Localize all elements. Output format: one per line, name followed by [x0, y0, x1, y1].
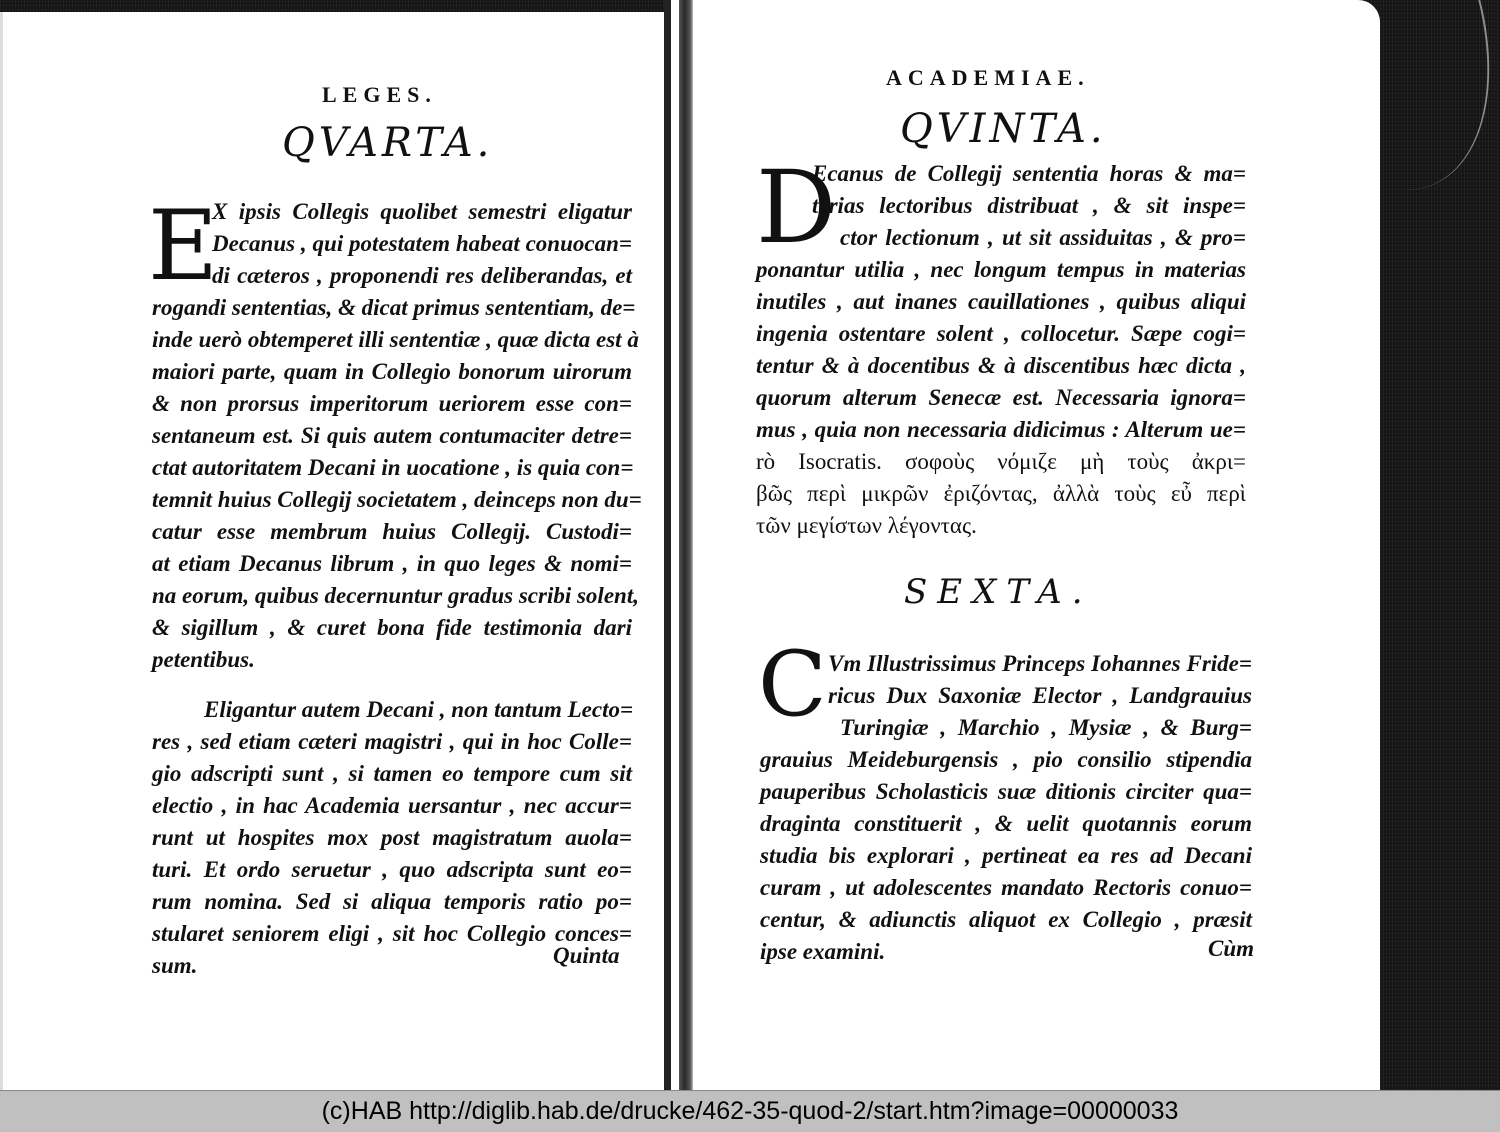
text-line: Eligantur autem Decani , non tantum Lecto= [204, 697, 634, 722]
text-line: gio adscripti sunt , si tamen eo tempore cum sit [152, 761, 632, 786]
text-line: studia bis explorari , pertineat ea res ad Decani [760, 843, 1252, 868]
text-line: ipse examini. [760, 939, 886, 964]
text-line: maiori parte, quam in Collegio bonorum uirorum [152, 359, 632, 384]
text-line: curam , ut adolescentes mandato Rectoris conuo= [760, 875, 1252, 900]
drop-cap-c: C [758, 632, 827, 737]
text-line: electio , in hac Academia uersantur , nec accur= [152, 793, 632, 818]
text-line: centur, & adiunctis aliquot ex Collegio , præsit [760, 907, 1252, 932]
text-line: terias lectoribus distribuat , & sit inspe= [812, 193, 1246, 218]
gutter-shadow [664, 0, 671, 1090]
text-line: runt ut hospites mox post magistratum auola= [152, 825, 632, 850]
right-running-head: ACADEMIAE. [886, 65, 1090, 90]
text-line: rogandi sententias, & dicat primus sententiam, de= [152, 295, 636, 320]
text-line: ctor lectionum , ut sit assiduitas , & pro= [840, 225, 1246, 250]
text-line: βῶς περὶ μικρῶν ἐριζόντας, ἀλλὰ τοὺς εὖ περὶ [756, 481, 1246, 506]
text-line: Ecanus de Collegij sententia horas & ma= [812, 161, 1246, 186]
text-line: & sigillum , & curet bona fide testimonia dari [152, 615, 632, 640]
text-line: X ipsis Collegis quolibet semestri eligatur [212, 199, 632, 224]
text-line: ingenia ostentare solent , collocetur. Sæpe cogi= [756, 321, 1246, 346]
left-running-head: LEGES. [322, 82, 437, 107]
text-line: stularet seniorem eligi , sit hoc Collegio conces= [152, 921, 632, 946]
text-line: temnit huius Collegij societatem , deinceps non du= [152, 487, 642, 512]
right-catchword: Cùm [1208, 936, 1255, 961]
text-line: & non prorsus imperitorum ueriorem esse con= [152, 391, 632, 416]
text-line: ctat autoritatem Decani in uocatione , is quia con= [152, 455, 634, 480]
text-line: tentur & à docentibus & à discentibus hæc dicta , [756, 353, 1246, 378]
drop-cap-e: E [148, 190, 219, 302]
text-line: turi. Et ordo seruetur , quo adscripta sunt eo= [152, 857, 632, 882]
text-line: ponantur utilia , nec longum tempus in materias [756, 257, 1246, 282]
text-line: Vm Illustrissimus Princeps Iohannes Fride= [828, 651, 1252, 676]
text-line: sum. [152, 953, 198, 978]
text-line: quorum alterum Senecæ est. Necessaria ignora= [756, 385, 1246, 410]
left-section-title: QVARTA. [282, 120, 494, 166]
right-section-title-quinta: QVINTA. [900, 106, 1107, 152]
drop-cap-d: D [756, 149, 837, 266]
text-line: Turingiæ , Marchio , Mysiæ , & Burg= [840, 715, 1252, 740]
text-line: pauperibus Scholasticis suæ ditionis circiter qua= [760, 779, 1252, 804]
source-credit-bar [0, 1090, 1500, 1132]
text-line: res , sed etiam cæteri magistri , qui in hoc Colle= [152, 729, 632, 754]
text-line: petentibus. [152, 647, 255, 672]
text-line: at etiam Decanus librum , in quo leges & nomi= [152, 551, 632, 576]
text-line: na eorum, quibus decernuntur gradus scribi solent, [152, 583, 639, 608]
text-line: ricus Dux Saxoniæ Elector , Landgrauius [828, 683, 1252, 708]
text-line: rò Isocratis. σοφοὺς νόμιζε μὴ τοὺς ἀκρι= [756, 449, 1246, 474]
text-line: mus , quia non necessaria didicimus : Alterum ue= [756, 417, 1246, 442]
text-line: inutiles , aut inanes cauillationes , quibus aliqui [756, 289, 1246, 314]
text-line: grauius Meideburgensis , pio consilio stipendia [760, 747, 1252, 772]
text-line: inde uerò obtemperet illi sententiæ , quæ dicta est à [152, 327, 639, 352]
text-line: rum nomina. Sed si aliqua temporis ratio po= [152, 889, 632, 914]
gutter-fold [679, 0, 693, 1090]
text-line: sentaneum est. Si quis autem contumaciter detre= [152, 423, 632, 448]
right-section-title-sexta: SEXTA. [904, 572, 1093, 612]
text-line: di cæteros , proponendi res deliberandas, et [212, 263, 632, 288]
text-line: τῶν μεγίστων λέγοντας. [756, 513, 977, 538]
left-catchword: Quinta [553, 943, 620, 968]
source-credit-text: (c)HAB http://diglib.hab.de/drucke/462-35-quod-2/start.htm?image=00000033 [321, 1097, 1179, 1125]
text-line: catur esse membrum huius Collegij. Custodi= [152, 519, 632, 544]
text-line: Decanus , qui potestatem habeat conuocan= [212, 231, 632, 256]
text-line: draginta constituerit , & uelit quotannis eorum [760, 811, 1252, 836]
